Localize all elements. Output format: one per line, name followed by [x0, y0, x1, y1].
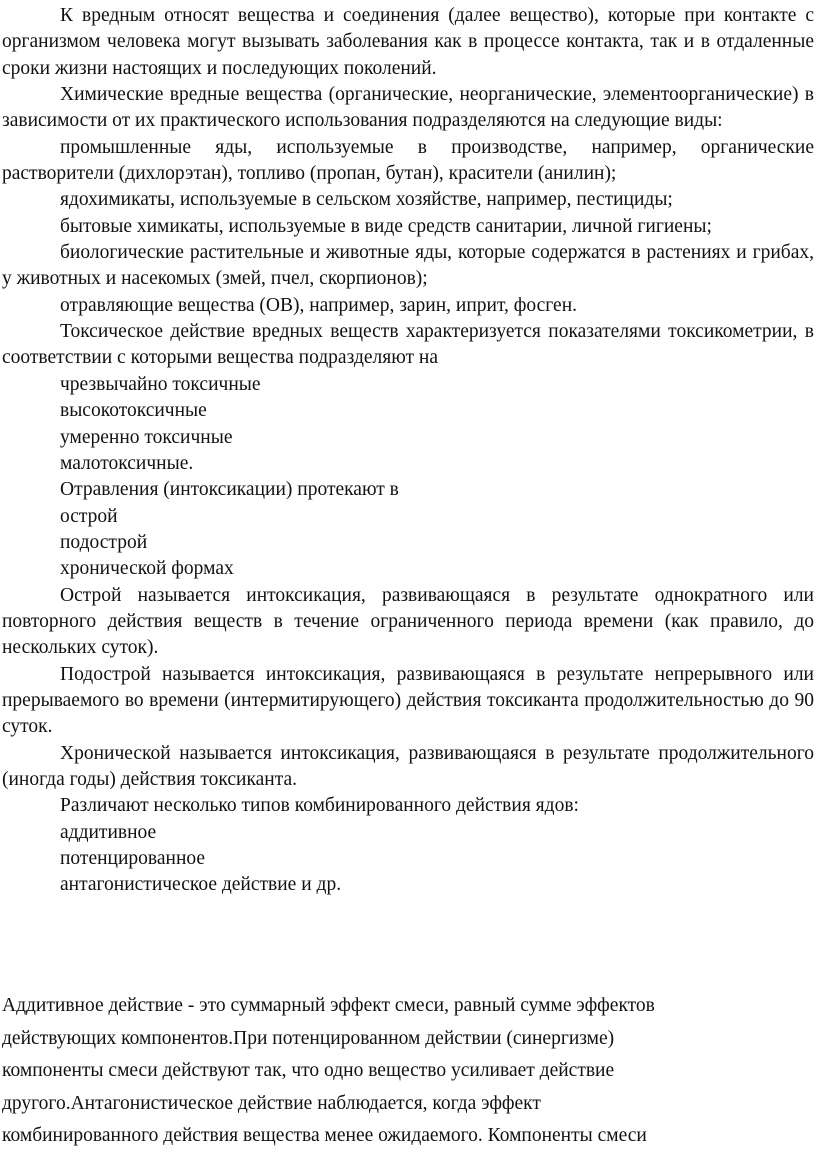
paragraph-warfare-agents: отравляющие вещества (ОВ), например, зарин, иприт, фосген. [60, 294, 578, 316]
list-item-potentiated: потенцированное [60, 848, 206, 869]
list-item-form-acute: острой [60, 505, 118, 527]
list-item-toxicity-2: высокотоксичные [60, 400, 207, 422]
paragraph-biological-poisons: биологические растительные и животные яды, которые содержатся в растениях и грибах, у животных и насекомых (змей, пчел, скорпионов); [2, 242, 814, 290]
paragraph-combined-action: Различают несколько типов комбинированного действия ядов: [60, 795, 579, 817]
paragraph-industrial-poisons: промышленные яды, используемые в производстве, например, органические растворители (дихлорэтан), топливо (пропан, бутан), красители (анилин); [2, 136, 814, 185]
paragraph-subacute-definition: Подострой называется интоксикация, развивающаяся в результате непрерывного или прерываемого во времени (интермитирующего) действия токсиканта продолжительностью до 90 суток. [2, 663, 814, 738]
tail-line: комбинированного действия вещества менее ожидаемого. Компоненты смеси [2, 1125, 647, 1147]
list-item-toxicity-4: малотоксичные. [60, 452, 194, 474]
paragraph-household-chemicals: бытовые химикаты, используемые в виде средств санитарии, личной гигиены; [60, 215, 712, 237]
document-body [2, 3, 814, 899]
paragraph-chronic-definition: Хронической называется интоксикация, развивающаяся в результате продолжительного (иногда годы) действия токсиканта. [2, 742, 814, 790]
list-item-form-subacute: подострой [60, 531, 148, 553]
paragraph-intoxication-forms: Отравления (интоксикации) протекают в [60, 479, 399, 501]
tail-line: действующих компонентов.При потенцированном действии (синергизме) [2, 1027, 615, 1049]
paragraph-classification: Химические вредные вещества (органические, неорганические, элементоорганические) в зависимости от их практического использования подразделяются на следующие виды: [2, 84, 814, 132]
tail-line: Аддитивное действие - это суммарный эффект смеси, равный сумме эффектов [2, 995, 655, 1016]
list-item-additive: аддитивное [60, 821, 157, 843]
document-tail [2, 990, 814, 1153]
list-item-antagonistic: антагонистическое действие и др. [60, 874, 342, 896]
paragraph-acute-definition: Острой называется интоксикация, развивающаяся в результате однократного или повторного действия веществ в течение ограниченного периода времени (как правило, до нескольких суток). [2, 584, 814, 659]
paragraph-toxicometry: Токсическое действие вредных веществ характеризуется показателями токсикометрии, в соответствии с которыми вещества подразделяют на [2, 321, 814, 369]
list-item-toxicity-1: чрезвычайно токсичные [60, 373, 261, 395]
paragraph-definition: К вредным относят вещества и соединения (далее вещество), которые при контакте с организмом человека могут вызывать заболевания как в процессе контакта, так и в отдаленные сроки жизни настоящих и последующих поколений. [2, 5, 814, 79]
tail-line: компоненты смеси действуют так, что одно вещество усиливает действие [2, 1060, 615, 1082]
list-item-toxicity-3: умеренно токсичные [60, 426, 233, 448]
list-item-form-chronic: хронической формах [60, 558, 234, 580]
paragraph-pesticides: ядохимикаты, используемые в сельском хозяйстве, например, пестициды; [60, 189, 673, 211]
tail-line: другого.Антагонистическое действие наблюдается, когда эффект [2, 1092, 541, 1114]
